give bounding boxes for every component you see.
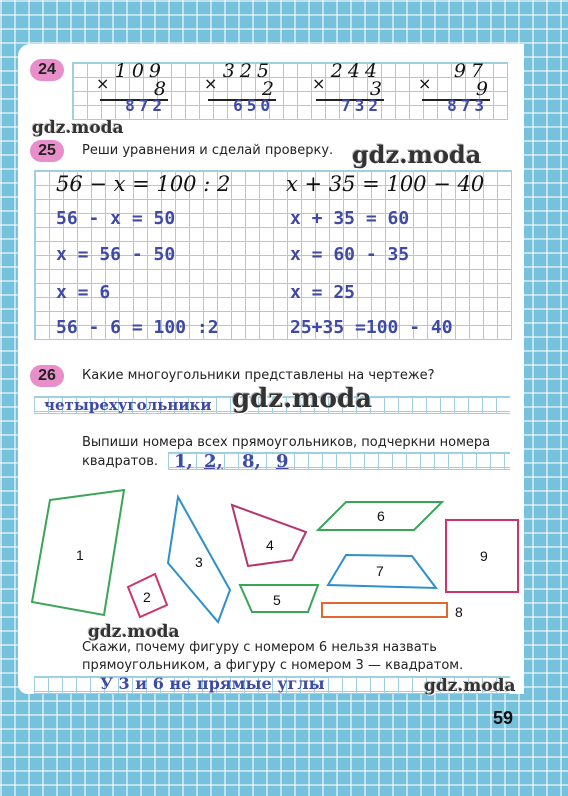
times-sign: ×	[418, 74, 432, 93]
rectangle-number-8: 8,	[242, 451, 261, 472]
solution-left-line-4: 56 - 6 = 100 :2	[56, 317, 219, 338]
multiplicand: 325	[222, 60, 274, 82]
shape-label-9: 9	[480, 548, 488, 564]
polygon-4	[232, 505, 306, 566]
answer-reason: У 3 и 6 не прямые углы	[100, 674, 325, 693]
rectangle-number-9-underlined: 9	[276, 451, 289, 472]
multiplicand: 97	[453, 60, 488, 82]
task-24-badge: 24	[30, 59, 64, 81]
task-26-question-3-line-1: Скажи, почему фигуру с номером 6 нельзя назвать	[82, 640, 437, 655]
times-sign: ×	[204, 74, 218, 93]
task-25-prompt: Реши уравнения и сделай проверку.	[82, 143, 334, 158]
answer-polygons: четырехугольники	[44, 396, 212, 414]
multiplier: 2	[261, 78, 274, 100]
product: 872	[125, 96, 166, 115]
watermark: gdz.moda	[352, 140, 482, 169]
polygon-8	[322, 603, 447, 617]
product: 650	[233, 96, 274, 115]
watermark: gdz.moda	[88, 622, 180, 642]
equation-left: 56 − x = 100 : 2	[56, 172, 231, 196]
multiplicand: 244	[330, 60, 382, 82]
watermark: gdz.moda	[424, 676, 516, 696]
times-sign: ×	[312, 74, 326, 93]
product: 873	[447, 96, 488, 115]
times-sign: ×	[96, 74, 110, 93]
rectangle-number-2-underlined: 2,	[204, 451, 223, 472]
solution-right-line-2: x = 60 - 35	[290, 244, 410, 265]
product: 732	[341, 96, 382, 115]
shape-label-4: 4	[266, 537, 274, 553]
task-26-question: Какие многоугольники представлены на чертеже?	[82, 368, 435, 383]
solution-right-line-3: x = 25	[290, 282, 356, 303]
equation-right: x + 35 = 100 − 40	[286, 172, 485, 196]
solution-left-line-1: 56 - x = 50	[56, 208, 176, 229]
solution-right-line-1: x + 35 = 60	[290, 208, 410, 229]
multiplier: 3	[369, 78, 382, 100]
page-number: 59	[493, 708, 514, 728]
shape-label-7: 7	[376, 563, 384, 579]
multiplier: 8	[153, 78, 166, 100]
task-26-question-2-line-2: квадратов.	[82, 454, 159, 469]
solution-right-line-4: 25+35 =100 - 40	[290, 317, 453, 338]
task-26-question-3-line-2: прямоугольником, а фигуру с номером 3 — квадратом.	[82, 658, 464, 673]
task-26-question-2-line-1: Выпиши номера всех прямоугольников, подчеркни номера	[82, 435, 491, 450]
task-26-badge: 26	[30, 365, 64, 387]
shape-label-5: 5	[273, 592, 281, 608]
shape-label-2: 2	[143, 589, 151, 605]
multiplier: 9	[475, 78, 488, 100]
solution-left-line-2: x = 56 - 50	[56, 244, 176, 265]
shape-label-8: 8	[455, 604, 463, 620]
solution-left-line-3: x = 6	[56, 282, 111, 303]
rectangle-number-1: 1,	[174, 451, 193, 472]
shape-label-1: 1	[76, 547, 84, 563]
shape-label-6: 6	[377, 508, 385, 524]
watermark: gdz.moda	[32, 118, 124, 138]
watermark: gdz.moda	[232, 384, 373, 414]
multiplicand: 109	[114, 60, 166, 82]
task-25-badge: 25	[30, 140, 64, 162]
shape-label-3: 3	[195, 554, 203, 570]
